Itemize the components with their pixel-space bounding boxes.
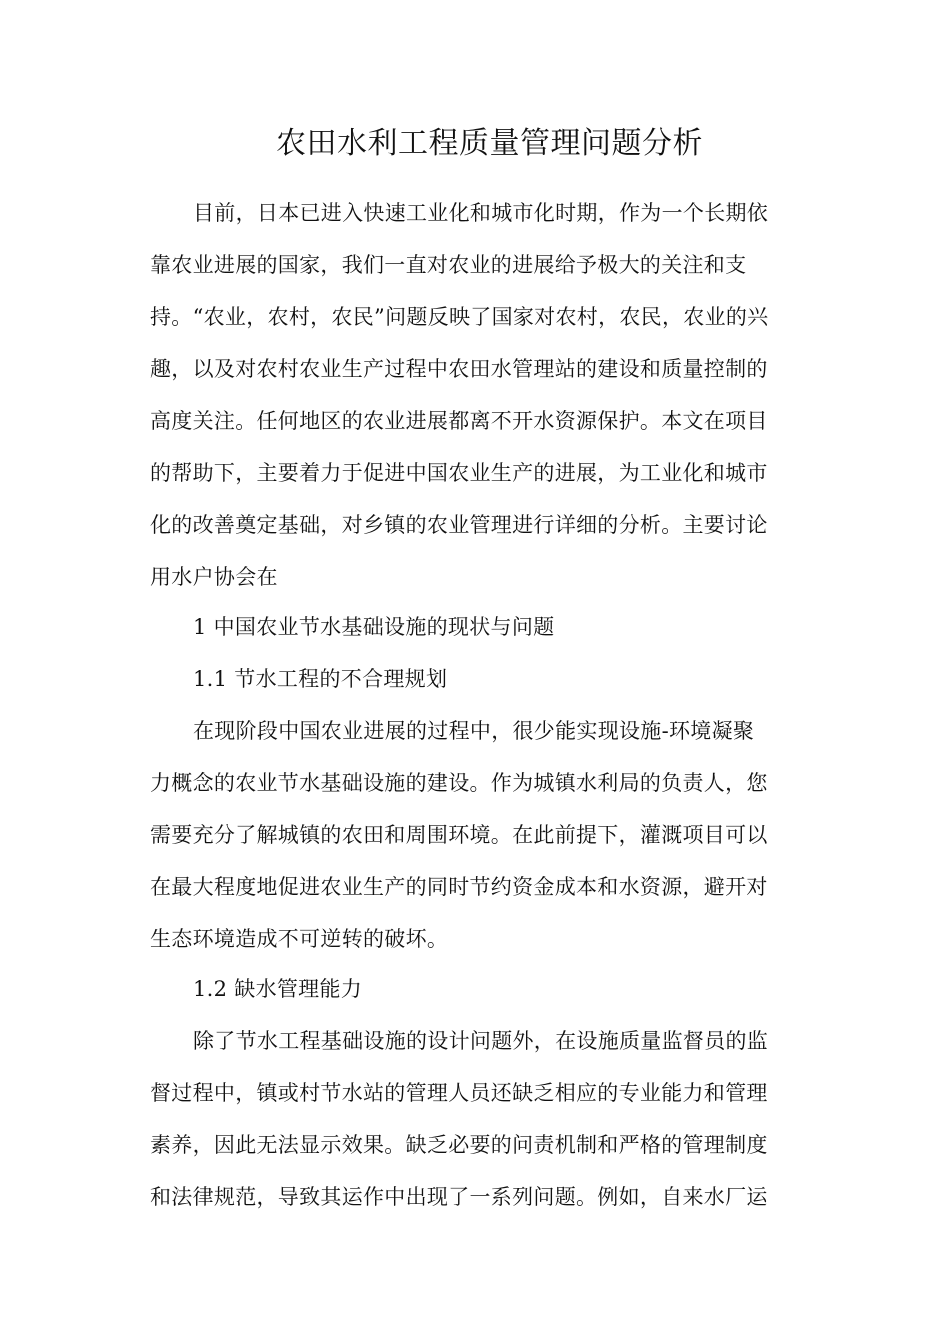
paragraph-3-line-3: 素养，因此无法显示效果。缺乏必要的问责机制和严格的管理制度 xyxy=(150,1133,768,1157)
paragraph-2-line-2: 力概念的农业节水基础设施的建设。作为城镇水利局的负责人，您 xyxy=(150,771,768,795)
paragraph-2-line-4: 在最大程度地促进农业生产的同时节约资金成本和水资源，避开对 xyxy=(150,875,768,899)
document-title: 农田水利工程质量管理问题分析 xyxy=(276,126,703,161)
paragraph-3-line-4: 和法律规范，导致其运作中出现了一系列问题。例如，自来水厂运 xyxy=(150,1185,768,1209)
paragraph-3-line-1: 除了节水工程基础设施的设计问题外，在设施质量监督员的监 xyxy=(193,1029,769,1053)
paragraph-1-line-8: 用水户协会在 xyxy=(150,565,278,589)
paragraph-1-line-5: 高度关注。任何地区的农业进展都离不开水资源保护。本文在项目 xyxy=(150,409,768,433)
paragraph-1-line-4: 趣，以及对农村农业生产过程中农田水管理站的建设和质量控制的 xyxy=(150,357,768,381)
paragraph-1-line-2: 靠农业进展的国家，我们一直对农业的进展给予极大的关注和支 xyxy=(150,253,747,277)
paragraph-2-line-3: 需要充分了解城镇的农田和周围环境。在此前提下，灌溉项目可以 xyxy=(150,823,768,847)
paragraph-3-line-2: 督过程中，镇或村节水站的管理人员还缺乏相应的专业能力和管理 xyxy=(150,1081,768,1105)
paragraph-2-line-1: 在现阶段中国农业进展的过程中，很少能实现设施-环境凝聚 xyxy=(193,719,755,743)
paragraph-2-line-5: 生态环境造成不可逆转的破坏。 xyxy=(150,927,449,951)
section-heading-1-1: 1.1 节水工程的不合理规划 xyxy=(193,667,448,691)
section-heading-1: 1 中国农业节水基础设施的现状与问题 xyxy=(193,615,555,639)
paragraph-1-line-7: 化的改善奠定基础，对乡镇的农业管理进行详细的分析。主要讨论 xyxy=(150,513,768,537)
paragraph-1-line-1: 目前，日本已进入快速工业化和城市化时期，作为一个长期依 xyxy=(193,201,769,225)
paragraph-1-line-3: 持。“农业，农村，农民”问题反映了国家对农村，农民，农业的兴 xyxy=(150,305,769,329)
section-heading-1-2: 1.2 缺水管理能力 xyxy=(193,977,363,1001)
paragraph-1-line-6: 的帮助下，主要着力于促进中国农业生产的进展，为工业化和城市 xyxy=(150,461,768,485)
